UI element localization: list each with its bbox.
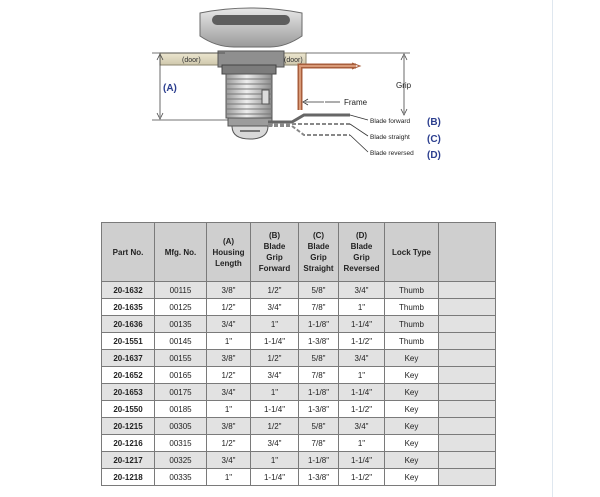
frame-label: Frame [344,98,368,107]
housing-length-cell: 1" [207,333,251,350]
grip-forward-cell: 3/4" [251,367,299,384]
lock-housing [222,65,276,139]
grip-forward-cell: 1/2" [251,282,299,299]
housing-length-cell: 3/4" [207,452,251,469]
grip-forward-cell: 1-1/4" [251,401,299,418]
label-c: (C) [427,134,441,145]
blade-forward-label: Blade forward [370,118,411,125]
mfg-no-cell: 00165 [155,367,207,384]
grip-straight-cell: 5/8" [299,282,339,299]
blank-cell [439,350,496,367]
header-housing-length: (A) Housing Length [207,223,251,282]
housing-length-cell: 1/2" [207,435,251,452]
grip-forward-cell: 1" [251,384,299,401]
part-no-cell: 20-1218 [102,469,155,486]
mfg-no-cell: 00115 [155,282,207,299]
grip-forward-cell: 1/2" [251,418,299,435]
blade-labels [370,117,441,161]
label-d: (D) [427,150,441,161]
blank-cell [439,469,496,486]
grip-forward-cell: 1/2" [251,350,299,367]
blank-cell [439,367,496,384]
housing-length-cell: 3/8" [207,282,251,299]
header-lock-type: Lock Type [385,223,439,282]
mfg-no-cell: 00145 [155,333,207,350]
grip-reversed-cell: 1-1/4" [339,316,385,333]
table-row [102,350,496,367]
mfg-no-cell: 00335 [155,469,207,486]
grip-reversed-cell: 1-1/4" [339,384,385,401]
blade-reversed-label: Blade reversed [370,150,414,157]
door-label-right: (door) [284,57,303,64]
grip-straight-cell: 1-3/8" [299,469,339,486]
grip-reversed-cell: 1-1/2" [339,401,385,418]
part-no-cell: 20-1637 [102,350,155,367]
blank-cell [439,384,496,401]
part-no-cell: 20-1216 [102,435,155,452]
grip-reversed-cell: 1" [339,435,385,452]
grip-reversed-cell: 1" [339,367,385,384]
table-header-row [102,223,496,282]
frame [300,63,368,110]
mfg-no-cell: 00125 [155,299,207,316]
label-b: (B) [427,117,441,128]
blank-cell [439,418,496,435]
mfg-no-cell: 00315 [155,435,207,452]
part-no-cell: 20-1215 [102,418,155,435]
lock-type-cell: Key [385,452,439,469]
part-no-cell: 20-1635 [102,299,155,316]
mfg-no-cell: 00175 [155,384,207,401]
blank-cell [439,316,496,333]
cam-blades [268,115,368,152]
header-mfg-no: Mfg. No. [155,223,207,282]
lock-type-cell: Key [385,367,439,384]
grip-straight-cell: 5/8" [299,350,339,367]
lock-type-cell: Key [385,350,439,367]
header-grip-forward: (B) Blade Grip Forward [251,223,299,282]
grip-straight-cell: 1-1/8" [299,316,339,333]
housing-length-cell: 1/2" [207,299,251,316]
spec-table [101,222,496,486]
housing-length-cell: 1" [207,469,251,486]
part-no-cell: 20-1653 [102,384,155,401]
grip-reversed-cell: 1-1/2" [339,333,385,350]
cam-lock-diagram [0,0,600,200]
table-row [102,452,496,469]
lock-type-cell: Key [385,384,439,401]
lock-type-cell: Key [385,418,439,435]
grip-reversed-cell: 1-1/4" [339,452,385,469]
part-no-cell: 20-1217 [102,452,155,469]
cam-lock-drawing [0,0,600,200]
mfg-no-cell: 00155 [155,350,207,367]
lock-type-cell: Key [385,469,439,486]
table-row [102,299,496,316]
table-body [102,282,496,486]
mfg-no-cell: 00305 [155,418,207,435]
blank-cell [439,333,496,350]
header-blank [439,223,496,282]
grip-reversed-cell: 1" [339,299,385,316]
table-row [102,435,496,452]
header-grip-straight: (C) Blade Grip Straight [299,223,339,282]
grip-straight-cell: 1-3/8" [299,333,339,350]
blade-straight-label: Blade straight [370,134,410,141]
part-no-cell: 20-1652 [102,367,155,384]
part-no-cell: 20-1636 [102,316,155,333]
grip-straight-cell: 7/8" [299,435,339,452]
lock-type-cell: Thumb [385,282,439,299]
housing-length-cell: 1/2" [207,367,251,384]
lock-type-cell: Thumb [385,316,439,333]
grip-reversed-cell: 3/4" [339,418,385,435]
mfg-no-cell: 00135 [155,316,207,333]
lock-type-cell: Thumb [385,299,439,316]
lock-type-cell: Thumb [385,333,439,350]
lock-type-cell: Key [385,401,439,418]
grip-straight-cell: 7/8" [299,299,339,316]
grip-straight-cell: 1-1/8" [299,384,339,401]
blank-cell [439,282,496,299]
mfg-no-cell: 00185 [155,401,207,418]
grip-reversed-cell: 3/4" [339,350,385,367]
part-no-cell: 20-1632 [102,282,155,299]
table-row [102,316,496,333]
grip-forward-cell: 1-1/4" [251,469,299,486]
grip-label: Grip [396,81,412,90]
table-row [102,282,496,299]
grip-forward-cell: 3/4" [251,299,299,316]
part-no-cell: 20-1551 [102,333,155,350]
housing-length-cell: 3/8" [207,418,251,435]
grip-straight-cell: 1-1/8" [299,452,339,469]
door-label-left: (door) [182,57,201,64]
table-row [102,469,496,486]
blank-cell [439,401,496,418]
table-row [102,333,496,350]
header-grip-reversed: (D) Blade Grip Reversed [339,223,385,282]
header-part-no: Part No. [102,223,155,282]
part-no-cell: 20-1550 [102,401,155,418]
lock-type-cell: Key [385,435,439,452]
blank-cell [439,452,496,469]
table-row [102,401,496,418]
blank-cell [439,299,496,316]
mfg-no-cell: 00325 [155,452,207,469]
thumb-knob [200,8,302,47]
grip-straight-cell: 1-3/8" [299,401,339,418]
label-a: (A) [163,83,177,94]
grip-forward-cell: 1" [251,316,299,333]
housing-length-cell: 1" [207,401,251,418]
grip-reversed-cell: 3/4" [339,282,385,299]
grip-straight-cell: 5/8" [299,418,339,435]
grip-forward-cell: 3/4" [251,435,299,452]
blank-cell [439,435,496,452]
grip-forward-cell: 1-1/4" [251,333,299,350]
grip-forward-cell: 1" [251,452,299,469]
housing-length-cell: 3/4" [207,384,251,401]
grip-straight-cell: 7/8" [299,367,339,384]
housing-length-cell: 3/4" [207,316,251,333]
table-row [102,367,496,384]
housing-length-cell: 3/8" [207,350,251,367]
table-row [102,418,496,435]
grip-reversed-cell: 1-1/2" [339,469,385,486]
table-row [102,384,496,401]
